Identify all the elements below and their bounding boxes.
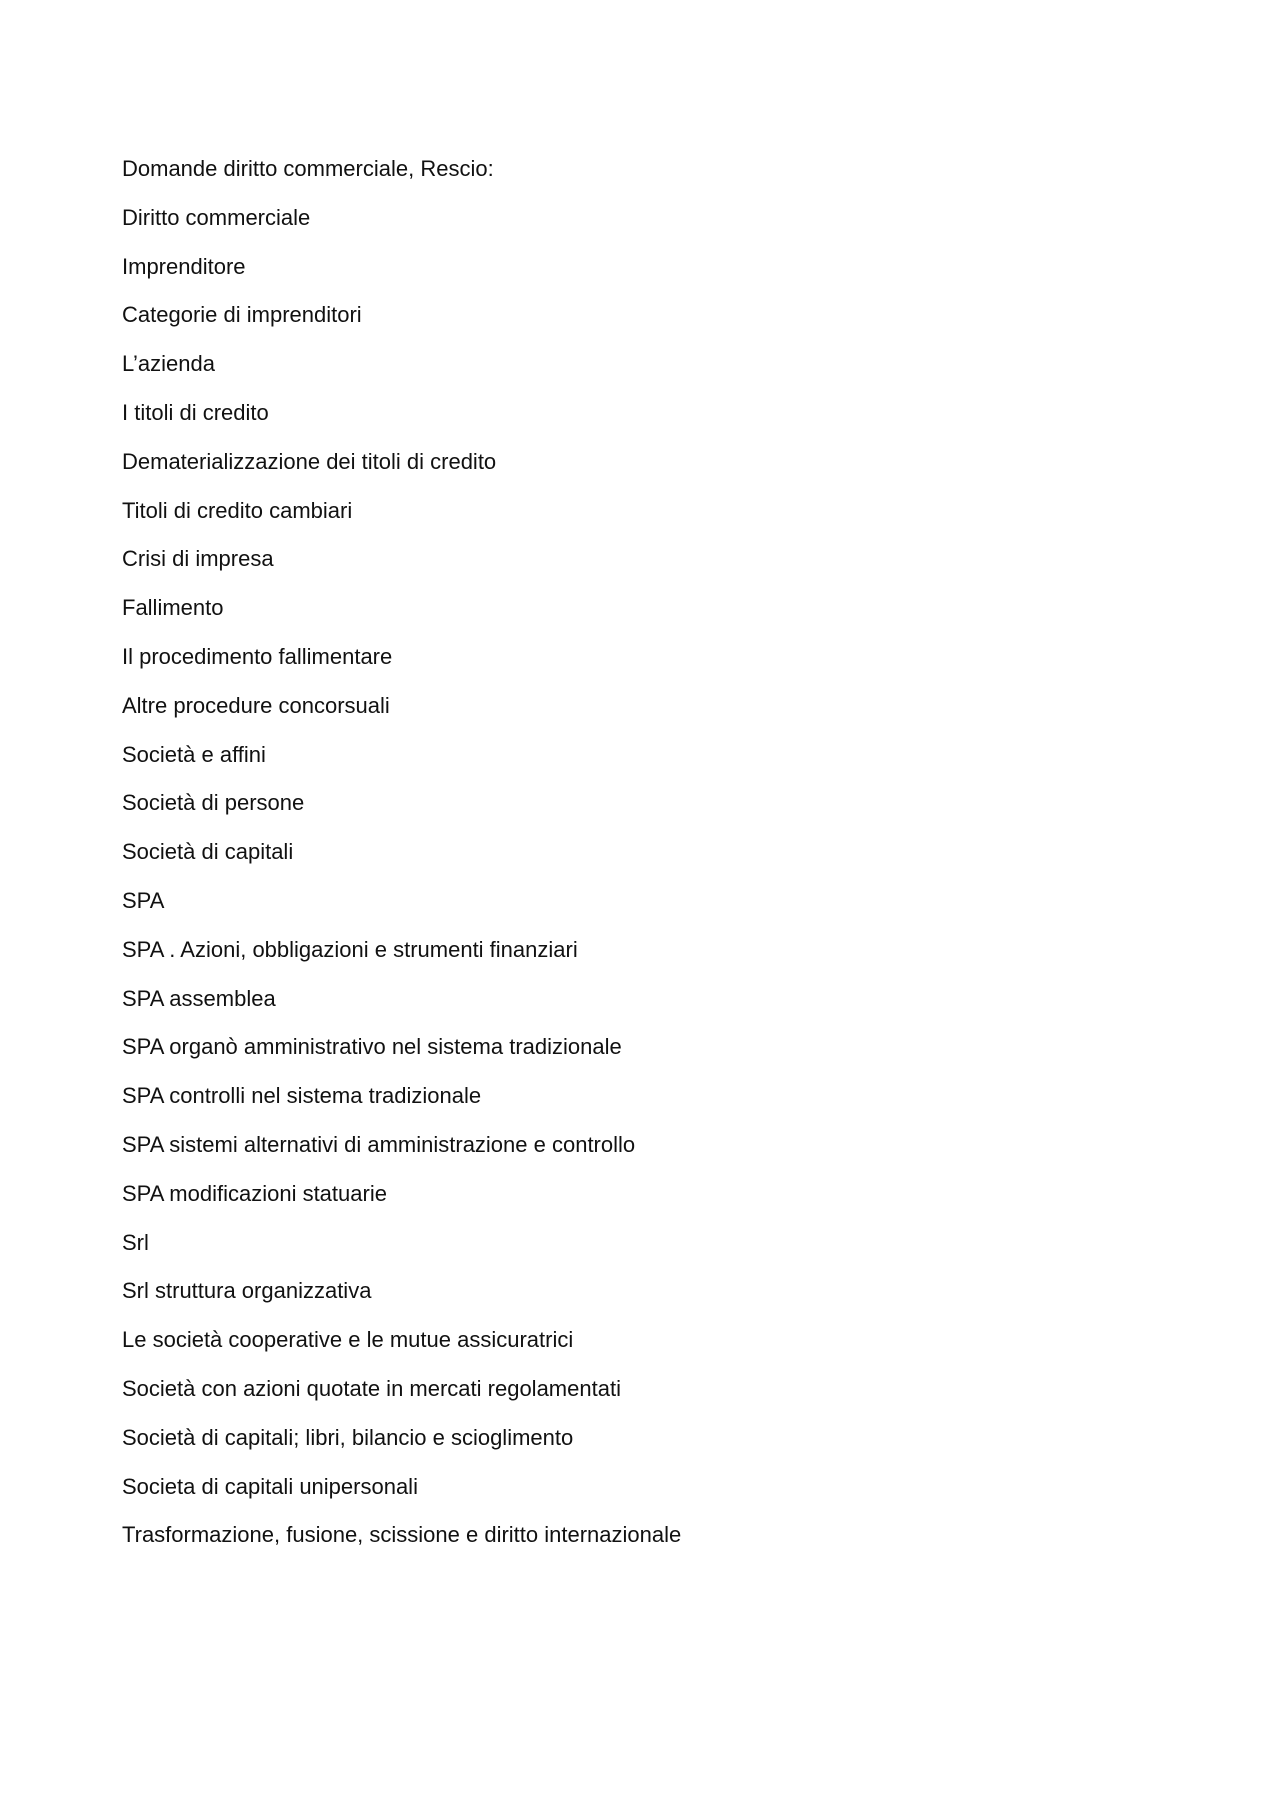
list-item: Diritto commerciale bbox=[122, 204, 311, 230]
list-item: Titoli di credito cambiari bbox=[122, 497, 353, 523]
list-item: Società di capitali; libri, bilancio e scioglimento bbox=[122, 1424, 574, 1450]
document-title: Domande diritto commerciale, Rescio: bbox=[122, 156, 494, 181]
list-item: Fallimento bbox=[122, 595, 224, 621]
list-item: L’azienda bbox=[122, 351, 215, 377]
list-item: Le società cooperative e le mutue assicuratrici bbox=[122, 1327, 574, 1353]
list-item: Categorie di imprenditori bbox=[122, 302, 362, 328]
list-item: SPA bbox=[122, 887, 165, 913]
list-item: Societa di capitali unipersonali bbox=[122, 1473, 418, 1499]
list-item: Altre procedure concorsuali bbox=[122, 692, 390, 718]
document-body bbox=[122, 153, 1162, 1568]
list-item: Società di capitali bbox=[122, 839, 294, 865]
list-item: SPA organò amministrativo nel sistema tradizionale bbox=[122, 1034, 622, 1060]
list-item: Il procedimento fallimentare bbox=[122, 643, 393, 669]
list-item: SPA controlli nel sistema tradizionale bbox=[122, 1083, 482, 1109]
list-item: Trasformazione, fusione, scissione e diritto internazionale bbox=[122, 1522, 682, 1548]
list-item: SPA sistemi alternativi di amministrazione e controllo bbox=[122, 1131, 636, 1157]
list-item: Società con azioni quotate in mercati regolamentati bbox=[122, 1375, 621, 1401]
list-item: Dematerializzazione dei titoli di credito bbox=[122, 448, 497, 474]
list-item: Crisi di impresa bbox=[122, 546, 274, 572]
list-item: Società di persone bbox=[122, 790, 305, 816]
list-item: Srl bbox=[122, 1229, 149, 1255]
list-item: SPA modificazioni statuarie bbox=[122, 1180, 387, 1206]
list-item: SPA . Azioni, obbligazioni e strumenti finanziari bbox=[122, 936, 578, 962]
list-item: Imprenditore bbox=[122, 253, 246, 279]
list-item: Srl struttura organizzativa bbox=[122, 1278, 372, 1304]
list-item: SPA assemblea bbox=[122, 985, 276, 1011]
list-item: Società e affini bbox=[122, 741, 266, 767]
list-item: I titoli di credito bbox=[122, 399, 269, 425]
